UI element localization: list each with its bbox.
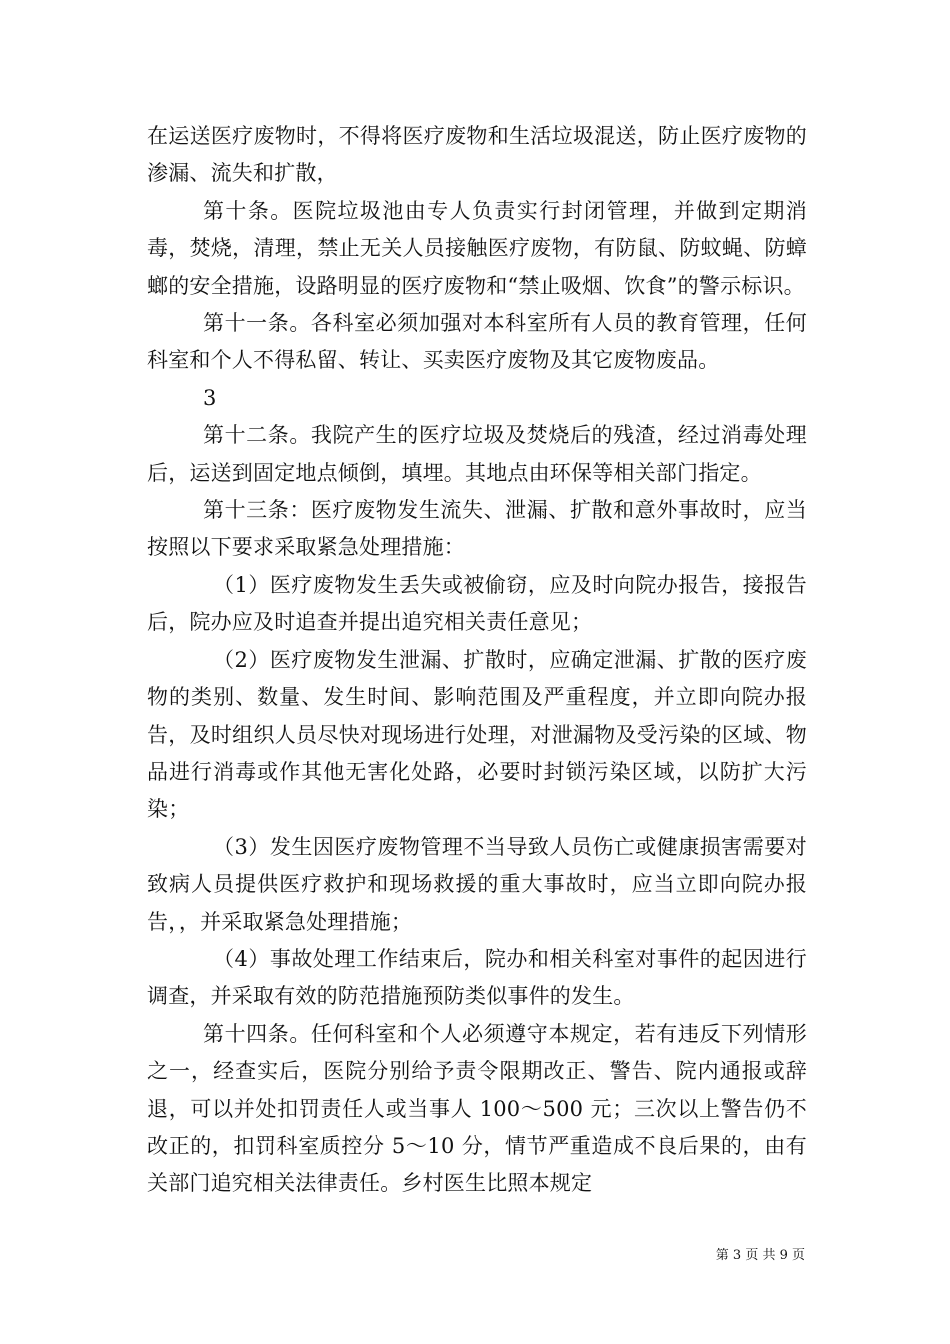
inline-page-number: 3 — [203, 385, 217, 410]
paragraph-item-1: （1）医疗废物发生丢失或被偷窃，应及时向院办报告，接报告后，院办应及时追查并提出追究相关责任意见； — [147, 572, 807, 635]
paragraph-transport-continuation: 在运送医疗废物时，不得将医疗废物和生活垃圾混送，防止医疗废物的渗漏、流失和扩散， — [147, 124, 807, 186]
paragraph-item-3: （3）发生因医疗废物管理不当导致人员伤亡或健康损害需要对致病人员提供医疗救护和现场救援的重大事故时，应当立即向院办报告，，并采取紧急处理措施； — [147, 834, 807, 934]
paragraph-article-10: 第十条。医院垃圾池由专人负责实行封闭管理，并做到定期消毒，焚烧，清理，禁止无关人员接触医疗废物，有防鼠、防蚊蝇、防蟑螂的安全措施，设路明显的医疗废物和“禁止吸烟、饮食”的警示标识。 — [147, 198, 807, 298]
page-footer: 第 3 页 共 9 页 — [715, 1248, 805, 1263]
paragraph-article-11: 第十一条。各科室必须加强对本科室所有人员的教育管理，任何科室和个人不得私留、转让、买卖医疗废物及其它废物废品。 — [147, 311, 807, 373]
paragraph-article-13: 第十三条：医疗废物发生流失、泄漏、扩散和意外事故时，应当按照以下要求采取紧急处理措施： — [147, 498, 807, 560]
paragraph-item-2: （2）医疗废物发生泄漏、扩散时，应确定泄漏、扩散的医疗废物的类别、数量、发生时间、影响范围及严重程度，并立即向院办报告，及时组织人员尽快对现场进行处理，对泄漏物及受污染的区域、物品进行消毒或作其他无害化处路，必要时封锁污染区域，以防扩大污染； — [147, 647, 807, 822]
paragraph-item-4: （4）事故处理工作结束后，院办和相关科室对事件的起因进行调查，并采取有效的防范措施预防类似事件的发生。 — [147, 946, 807, 1009]
document-body — [147, 118, 807, 1203]
paragraph-article-12: 第十二条。我院产生的医疗垃圾及焚烧后的残渣，经过消毒处理后，运送到固定地点倾倒，填埋。其地点由环保等相关部门指定。 — [147, 423, 807, 485]
paragraph-article-14: 第十四条。任何科室和个人必须遵守本规定，若有违反下列情形之一，经查实后，医院分别给予责令限期改正、警告、院内通报或辞退，可以并处扣罚责任人或当事人 100～500 元；三次以上警告仍不改正的，扣罚科室质控分 5～10 分，情节严重造成不良后果的，由有关部门追究相关法律责任。乡村医生比照本规定 — [147, 1021, 807, 1196]
